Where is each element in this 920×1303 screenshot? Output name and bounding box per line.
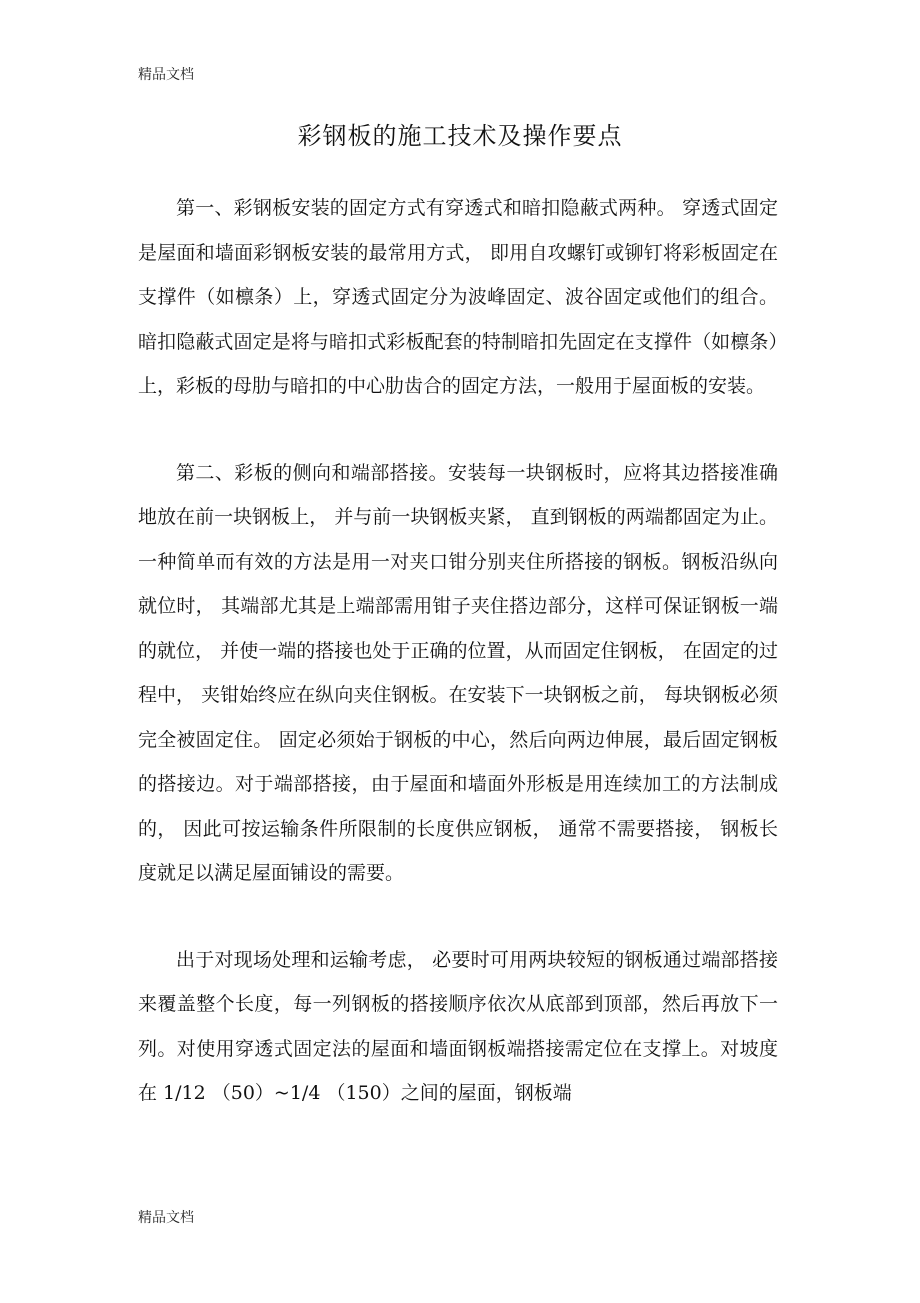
document-title: 彩钢板的施工技术及操作要点 [297,122,623,150]
page-footer: 精品文档 [138,1210,194,1226]
page-header: 精品文档 [138,67,194,83]
document-body [138,186,778,1116]
paragraph-1: 第一、彩钢板安装的固定方式有穿透式和暗扣隐蔽式两种。 穿透式固定是屋面和墙面彩钢板安装的最常用方式， 即用自攻螺钉或铆钉将彩板固定在支撑件（如檩条）上，穿透式固定分为波峰固定、波谷固定或他们的组合。 暗扣隐蔽式固定是将与暗扣式彩板配套的特制暗扣先固定在支撑件（如檩条）上，彩板的母肋与暗扣的中心肋齿合的固定方法，一般用于屋面板的安装。 [138,197,778,397]
paragraph-2: 第二、彩板的侧向和端部搭接。安装每一块钢板时，应将其边搭接准确地放在前一块钢板上， 并与前一块钢板夹紧， 直到钢板的两端都固定为止。一种简单而有效的方法是用一对夹口钳分别夹住所搭接的钢板。钢板沿纵向就位时， 其端部尤其是上端部需用钳子夹住搭边部分，这样可保证钢板一端的就位， 并使一端的搭接也处于正确的位置，从而固定住钢板， 在固定的过程中， 夹钳始终应在纵向夹住钢板。在安装下一块钢板之前， 每块钢板必须完全被固定住。 固定必须始于钢板的中心，然后向两边伸展，最后固定钢板的搭接边。对于端部搭接，由于屋面和墙面外形板是用连续加工的方法制成的， 因此可按运输条件所限制的长度供应钢板， 通常不需要搭接， 钢板长度就足以满足屋面铺设的需要。 [138,461,778,884]
paragraph-3: 出于对现场处理和运输考虑， 必要时可用两块较短的钢板通过端部搭接来覆盖整个长度，每一列钢板的搭接顺序依次从底部到顶部，然后再放下一列。对使用穿透式固定法的屋面和墙面钢板端搭接需定位在支撑上。对坡度在 1/12 （50）~1/4 （150）之间的屋面，钢板端 [138,948,778,1104]
